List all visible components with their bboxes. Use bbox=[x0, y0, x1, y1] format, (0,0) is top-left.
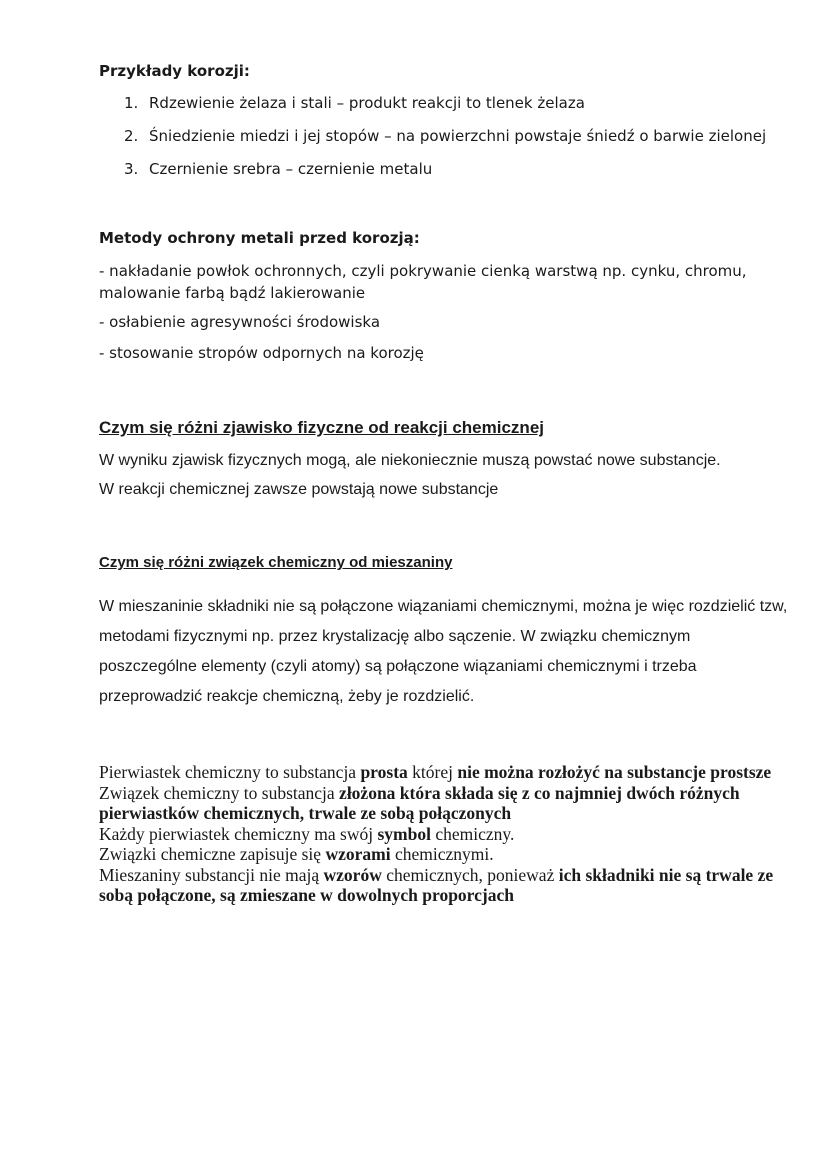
definition-mixtures bbox=[99, 865, 779, 906]
compound-vs-mixture-heading: Czym się różni związek chemiczny od mieszaniny bbox=[99, 554, 453, 571]
definition-text: Każdy pierwiastek chemiczny ma swój bbox=[99, 823, 378, 844]
compound-vs-mixture-paragraph: W mieszaninie składniki nie są połączone wiązaniami chemicznymi, można je więc rozdzielić tzw, metodami fizycznymi np. przez krystalizację albo sączenie. W związku chemicznym poszczególne elementy (czyli atomy) są połączone wiązaniami chemicznymi i trzeba przeprowadzić reakcje chemiczną, żeby je rozdzielić. bbox=[99, 598, 788, 705]
definition-text: Pierwiastek chemiczny to substancja bbox=[99, 762, 361, 782]
physical-vs-chemical-heading: Czym się różni zjawisko fizyczne od reakcji chemicznej bbox=[99, 418, 544, 437]
list-item: Śniedzienie miedzi i jej stopów – na powierzchni powstaje śniedź o barwie zielonej bbox=[149, 127, 767, 145]
list-item: Czernienie srebra – czernienie metalu bbox=[149, 160, 433, 178]
physical-vs-chemical-line: W reakcji chemicznej zawsze powstają nowe substancje bbox=[99, 481, 499, 498]
protection-line: malowanie farbą bądź lakierowanie bbox=[99, 284, 366, 302]
list-item: Rdzewienie żelaza i stali – produkt reakcji to tlenek żelaza bbox=[149, 94, 585, 112]
definition-text: której bbox=[407, 762, 458, 782]
definition-bold: ich składniki nie są trwale ze sobą połączone, są zmieszane w dowolnych proporcjach bbox=[99, 864, 774, 905]
definition-element bbox=[99, 762, 779, 783]
corrosion-heading: Przykłady korozji: bbox=[99, 62, 250, 80]
list-item-number: 2. bbox=[124, 127, 139, 145]
definition-bold: wzorami bbox=[325, 844, 391, 864]
definition-text: Związki chemiczne zapisuje się bbox=[99, 844, 326, 864]
definition-formulas bbox=[99, 844, 779, 865]
protection-line: - stosowanie stropów odpornych na korozję bbox=[99, 344, 424, 362]
definition-symbol bbox=[99, 824, 779, 845]
definition-bold: symbol bbox=[377, 823, 431, 844]
protection-heading: Metody ochrony metali przed korozją: bbox=[99, 229, 420, 247]
protection-line: - osłabienie agresywności środowiska bbox=[99, 313, 381, 331]
definition-text: chemiczny. bbox=[430, 823, 515, 844]
definition-compound bbox=[99, 783, 779, 824]
definition-text: chemicznymi. bbox=[390, 844, 494, 864]
definition-text: chemicznych, ponieważ bbox=[381, 864, 559, 885]
definitions-block bbox=[99, 762, 779, 906]
list-item-number: 1. bbox=[124, 94, 139, 112]
physical-vs-chemical-line: W wyniku zjawisk fizycznych mogą, ale niekoniecznie muszą powstać nowe substancje. bbox=[99, 452, 721, 469]
protection-line: - nakładanie powłok ochronnych, czyli pokrywanie cienką warstwą np. cynku, chromu, bbox=[99, 262, 747, 280]
definition-bold: prosta bbox=[360, 762, 408, 782]
definition-bold: nie można rozłożyć na substancje prostsze bbox=[457, 762, 772, 782]
definition-text: Mieszaniny substancji nie mają bbox=[99, 864, 324, 885]
definition-text: Związek chemiczny to substancja bbox=[99, 782, 340, 803]
definition-bold: wzorów bbox=[323, 864, 382, 885]
list-item-number: 3. bbox=[124, 160, 139, 178]
definition-bold: złożona która składa się z co najmniej dwóch różnych pierwiastków chemicznych, trwale ze sobą połączonych bbox=[99, 782, 740, 823]
